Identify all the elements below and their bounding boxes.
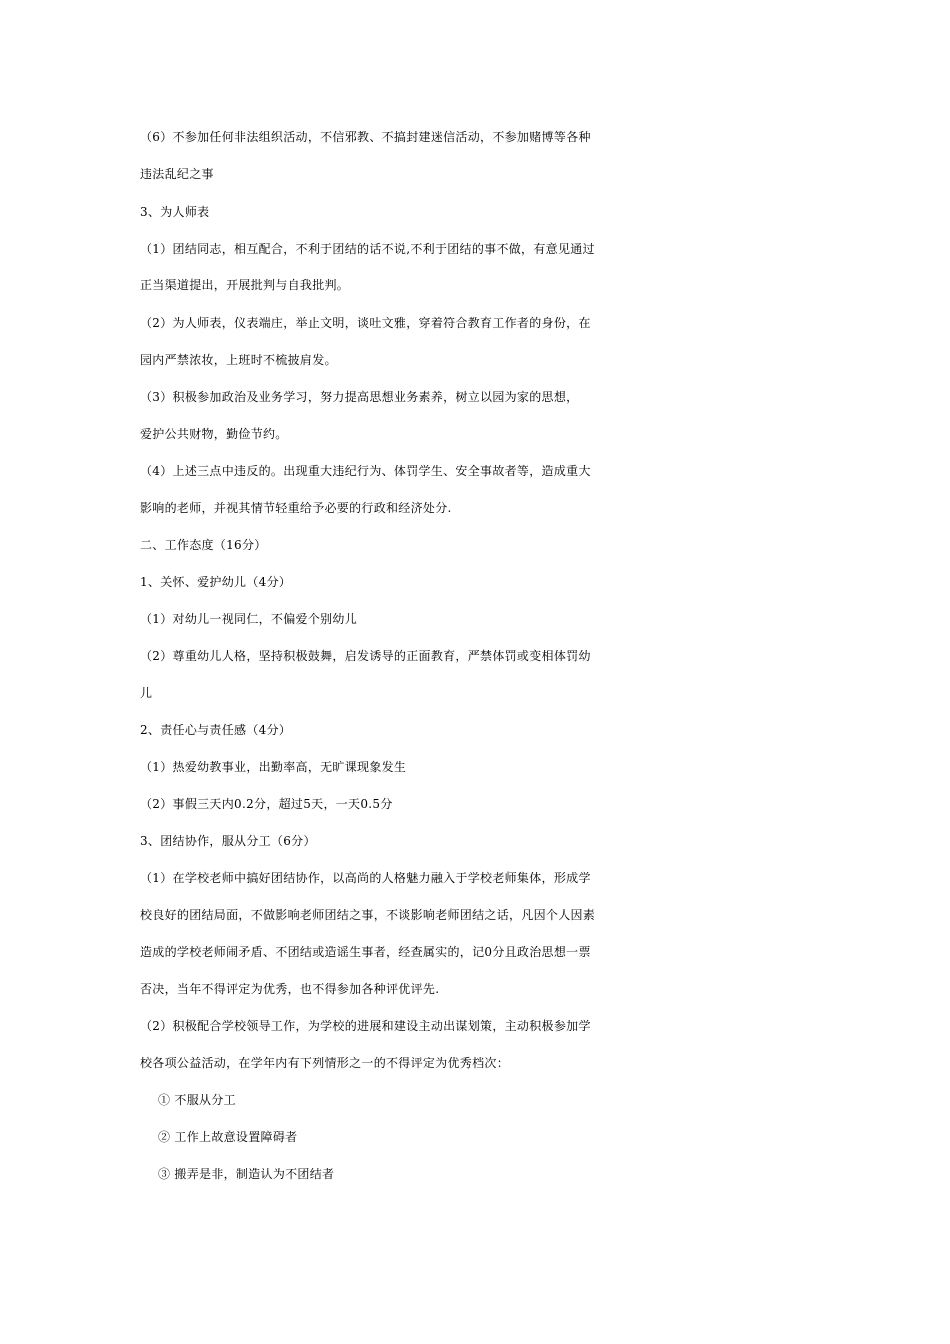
text-line: （1）对幼儿一视同仁，不偏爱个别幼儿 xyxy=(140,612,358,626)
text-line: （2）积极配合学校领导工作，为学校的进展和建设主动出谋划策，主动积极参加学 xyxy=(140,1019,591,1033)
section-heading: 3、为人师表 xyxy=(140,205,210,219)
text-line: （6）不参加任何非法组织活动，不信邪教、不搞封建迷信活动，不参加赌博等各种 xyxy=(140,130,591,144)
text-line: 违法乱纪之事 xyxy=(140,167,214,181)
text-line: 儿 xyxy=(140,686,153,700)
text-line: （3）积极参加政治及业务学习，努力提高思想业务素养，树立以园为家的思想， xyxy=(140,390,579,404)
text-line: 正当渠道提出，开展批判与自我批判。 xyxy=(140,278,350,292)
text-line: 造成的学校老师闹矛盾、不团结或造谣生事者，经查属实的，记0分且政治思想一票 xyxy=(140,945,591,959)
text-line: 爱护公共财物，勤俭节约。 xyxy=(140,427,288,441)
subsection-heading: 2、责任心与责任感（4分） xyxy=(140,723,292,737)
text-line: （4）上述三点中违反的。出现重大违纪行为、体罚学生、安全事故者等，造成重大 xyxy=(140,464,591,478)
section-heading: 二、工作态度（16分） xyxy=(140,538,267,552)
text-line: 园内严禁浓妆，上班时不梳披肩发。 xyxy=(140,353,337,367)
list-item: ② 工作上故意设置障碍者 xyxy=(158,1130,298,1144)
text-line: 校各项公益活动，在学年内有下列情形之一的不得评定为优秀档次： xyxy=(140,1056,510,1070)
list-item: ③ 搬弄是非，制造认为不团结者 xyxy=(158,1167,335,1181)
text-line: （1）热爱幼教事业，出勤率高，无旷课现象发生 xyxy=(140,760,407,774)
text-line: 校良好的团结局面，不做影响老师团结之事，不谈影响老师团结之话，凡因个人因素 xyxy=(140,908,596,922)
subsection-heading: 3、团结协作，服从分工（6分） xyxy=(140,834,316,848)
text-line: （1）在学校老师中搞好团结协作，以高尚的人格魅力融入于学校老师集体，形成学 xyxy=(140,871,591,885)
subsection-heading: 1、关怀、爱护幼儿（4分） xyxy=(140,575,292,589)
text-line: （1）团结同志，相互配合，不利于团结的话不说,不利于团结的事不做，有意见通过 xyxy=(140,242,595,256)
list-item: ① 不服从分工 xyxy=(158,1093,236,1107)
text-line: （2）为人师表，仪表端庄，举止文明，谈吐文雅，穿着符合教育工作者的身份，在 xyxy=(140,316,591,330)
text-line: 否决，当年不得评定为优秀，也不得参加各种评优评先. xyxy=(140,982,440,996)
text-line: （2）尊重幼儿人格，坚持积极鼓舞，启发诱导的正面教育，严禁体罚或变相体罚幼 xyxy=(140,649,591,663)
text-line: （2）事假三天内0.2分，超过5天，一天0.5分 xyxy=(140,797,393,811)
text-line: 影响的老师，并视其情节轻重给予必要的行政和经济处分. xyxy=(140,501,452,515)
